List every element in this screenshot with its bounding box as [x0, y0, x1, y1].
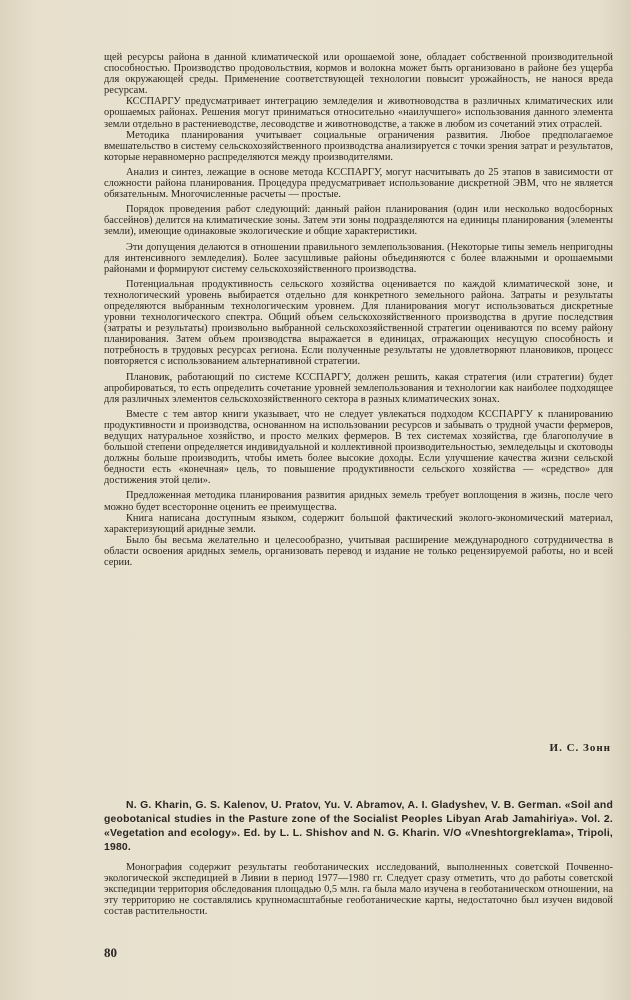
paragraph: Книга написана доступным языком, содержит большой фактический эколого-экономический материал, характеризующий аридные земли. — [104, 512, 613, 535]
paragraph: Было бы весьма желательно и целесообразно, учитывая расширение международного сотрудничества в области освоения аридных земель, организовать перевод и издание не только рецензируемой работы, но и всей серии. — [104, 534, 613, 569]
paragraph: Предложенная методика планирования развития аридных земель требует воплощения в жизнь, после чего можно будет всесторонне оценить ее преимущества. — [104, 490, 613, 513]
book-reference: N. G. Kharin, G. S. Kalenov, U. Pratov, Yu. V. Abramov, A. I. Gladyshev, V. B. German. «Soil and geobotanical studies in the Pasture zone of the Socialist Peoples Libyan Arab Jamahiriya». Vol. 2. «Vegetation and ecology». Ed. by L. L. Shishov and N. G. Kharin. V/O «Vneshtorgreklama», Tripoli, 1980. — [104, 800, 613, 853]
paragraph: Плановик, работающий по системе КССПАРГУ, должен решить, какая стратегия (или стратегии) будет апробироваться, то есть определить сочетание уровней землепользования и технологии как наиболее подходящее для различных элементов сельскохозяйственного сектора в разных климатических зонах. — [104, 371, 613, 405]
paragraph: Анализ и синтез, лежащие в основе метода КССПАРГУ, могут насчитывать до 25 этапов в зависимости от сложности района планирования. Процедура предусматривает использование дискретной ЭВМ, что не является обязательным. Многочисленные расчеты — простые. — [104, 166, 613, 201]
review-text — [104, 862, 613, 917]
paragraph: Потенциальная продуктивность сельского хозяйства оценивается по каждой климатической зоне, и технологический уровень выбирается отдельно для конкретного земельного района. Затраты и результаты определяются выбранным технологическим уровнем. Для планирования могут использоваться дискретные уровни технологического спектра. Общий объем сельскохозяйственного производства в другие последствия (затраты и результаты) произвольно выбранной сельскохозяйственной стратегии оцениваются по всему району планирования. Затем объем производства выражается в единицах, отражающих несущую способность и потребность в трудовых ресурсах региона. Если полученные результаты не удовлетворяют плановиков, процесс повторяется с использованием альтернативной стратегии. — [104, 278, 613, 368]
paragraph: Методика планирования учитывает социальные ограничения развития. Любое предполагаемое вмешательство в систему сельскохозяйственного производства анализируется с точки зрения затрат и результатов, которые неравномерно распределяются между производителями. — [104, 129, 613, 163]
paragraph: Эти допущения делаются в отношении правильного землепользования. (Некоторые типы земель непригодны для интенсивного земледелия). Более засушливые районы объединяются с более влажными и орошаемыми районами и формируют систему сельскохозяйственного производства. — [104, 241, 613, 275]
review-signature: И. С. Зонн — [549, 742, 611, 754]
paragraph: Вместе с тем автор книги указывает, что не следует увлекаться подходом КССПАРГУ к планированию продуктивности и производства, основанном на использовании ресурсов и забывать о трудной участи фермеров, ведущих натуральное хозяйство, и просто мелких фермеров. В тех системах хозяйства, где благополучие в большой степени определяется индивидуальной и коллективной производительностью, земледельцы и скотоводы должны больше производить, чтобы иметь более высокие доходы. Если улучшение качества жизни сельской бедности есть «конечная» цель, то повышение продуктивности сельского хозяйства — «средство» для достижения этой цели». — [104, 408, 613, 487]
paragraph: щей ресурсы района в данной климатической или орошаемой зоне, обладает собственной производительной способностью. Производство продовольствия, кормов и волокна может быть организовано в районе без ущерба для окружающей среды. Применение соответствующей технологии повысит урожайность, не нанося вреда ресурсам. — [104, 52, 613, 97]
paragraph: КССПАРГУ предусматривает интеграцию земледелия и животноводства в различных климатических или орошаемых районах. Решения могут приниматься относительно «наилучшего» использования данного элемента земли отдельно в растениеводстве, лесоводстве и животноводстве, а также в любом из сочетаний этих отраслей. — [104, 96, 613, 130]
main-text — [104, 52, 613, 568]
paragraph: Монография содержит результаты геоботанических исследований, выполненных советской Почвенно-экологической экспедицией в Ливии в период 1977—1980 гг. Следует сразу отметить, что до работы советской экспедиции территория обследования площадью 0,5 млн. га была мало изучена в геоботаническом отношении, на эту территорию не составлялись крупномасштабные геоботанические карты, недостаточно был изучен видовой состав растительности. — [104, 862, 613, 918]
paragraph: Порядок проведения работ следующий: данный район планирования (один или несколько водосборных бассейнов) делится на климатические зоны. Затем эти зоны подразделяются на единицы планирования (элементы земли), имеющие одинаковые экологические и общие характеристики. — [104, 204, 613, 238]
page-number: 80 — [104, 945, 117, 960]
